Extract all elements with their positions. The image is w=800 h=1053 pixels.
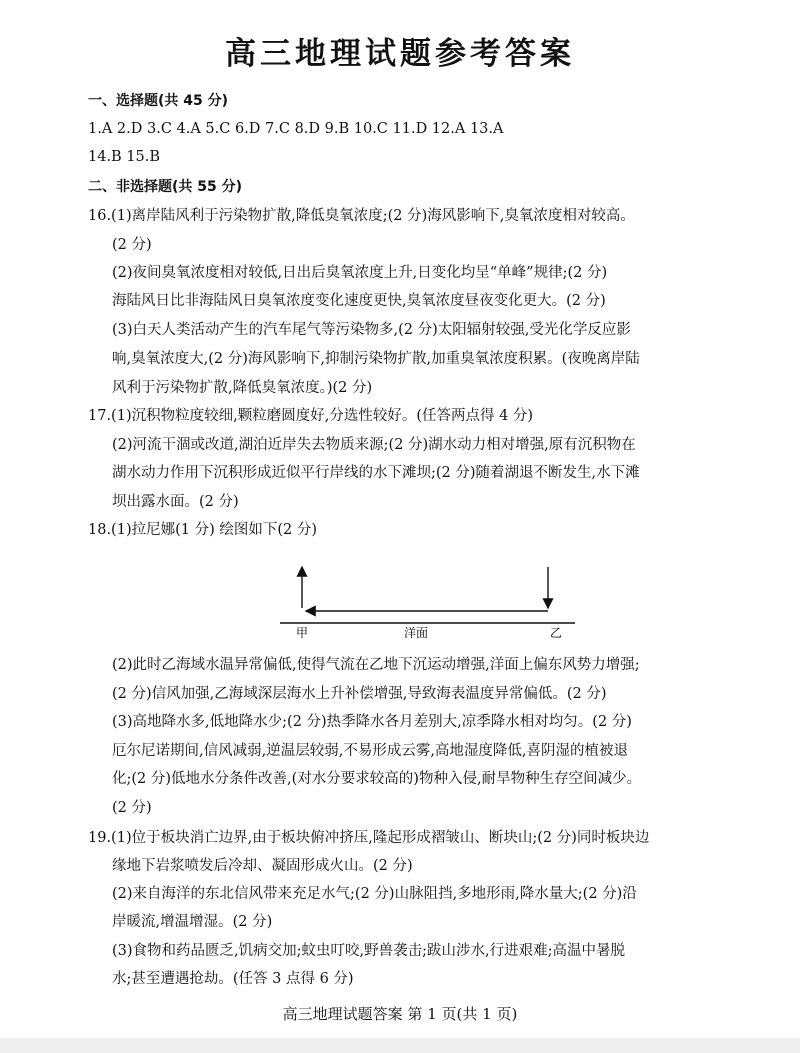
choice-answers-row-2: 14.B 15.B bbox=[88, 149, 161, 165]
viewer-bottom-bar bbox=[0, 1038, 800, 1053]
q17-line: (2)河流干涸或改道,湖泊近岸失去物质来源;(2 分)湖水动力相对增强,原有沉积物在 bbox=[112, 437, 636, 453]
q16-line: 海陆风日比非海陆风日臭氧浓度变化速度更快,臭氧浓度昼夜变化更大。(2 分) bbox=[112, 293, 606, 309]
walker-circulation-diagram bbox=[270, 555, 590, 645]
q17-line: 17.(1)沉积物粒度较细,颗粒磨圆度好,分选性较好。(任答两点得 4 分) bbox=[88, 408, 534, 424]
choice-answers-row-1: 1.A 2.D 3.C 4.A 5.C 6.D 7.C 8.D 9.B 10.C 11.D 12.A 13.A bbox=[88, 121, 504, 137]
q16-line: (2 分) bbox=[112, 237, 152, 253]
q17-line: 湖水动力作用下沉积形成近似平行岸线的水下滩坝;(2 分)随着湖退不断发生,水下滩 bbox=[112, 465, 640, 481]
q19-line: 岸暖流,增温增湿。(2 分) bbox=[112, 914, 273, 930]
q18-line: 厄尔尼诺期间,信风减弱,逆温层较弱,不易形成云雾,高地湿度降低,喜阴湿的植被退 bbox=[112, 743, 629, 759]
page-title: 高三地理试题参考答案 bbox=[225, 36, 575, 72]
q16-line: 风利于污染物扩散,降低臭氧浓度。)(2 分) bbox=[112, 380, 373, 396]
q18-line: (2 分) bbox=[112, 800, 152, 816]
q16-line: (3)白天人类活动产生的汽车尾气等污染物多,(2 分)太阳辐射较强,受光化学反应影 bbox=[112, 322, 631, 338]
q18-line: (2 分)信风加强,乙海域深层海水上升补偿增强,导致海表温度异常偏低。(2 分) bbox=[112, 686, 607, 702]
q19-line: 缘地下岩浆喷发后冷却、凝固形成火山。(2 分) bbox=[112, 858, 413, 874]
label-yi: 乙 bbox=[550, 626, 563, 640]
q18-line: 18.(1)拉尼娜(1 分) 绘图如下(2 分) bbox=[88, 522, 318, 538]
q19-line: (3)食物和药品匮乏,饥病交加;蚊虫叮咬,野兽袭击;跋山涉水,行进艰难;高温中暑脱 bbox=[112, 943, 626, 959]
label-sea-surface: 洋面 bbox=[404, 626, 429, 640]
q17-line: 坝出露水面。(2 分) bbox=[112, 494, 239, 510]
label-jia: 甲 bbox=[296, 626, 309, 640]
q19-line: 19.(1)位于板块消亡边界,由于板块俯冲挤压,隆起形成褶皱山、断块山;(2 分)同时板块边 bbox=[88, 830, 650, 846]
q19-line: 水;甚至遭遇抢劫。(任答 3 点得 6 分) bbox=[112, 971, 354, 987]
q19-line: (2)来自海洋的东北信风带来充足水气;(2 分)山脉阻挡,多地形雨,降水量大;(2 分)沿 bbox=[112, 886, 637, 902]
section-heading-nonchoice: 二、非选择题(共 55 分) bbox=[88, 179, 243, 195]
page-footer: 高三地理试题答案 第 1 页(共 1 页) bbox=[282, 1005, 518, 1023]
q18-line: (3)高地降水多,低地降水少;(2 分)热季降水各月差别大,凉季降水相对均匀。(2 分) bbox=[112, 714, 632, 730]
q16-line: 16.(1)离岸陆风利于污染物扩散,降低臭氧浓度;(2 分)海风影响下,臭氧浓度相对较高。 bbox=[88, 208, 635, 224]
q18-line: (2)此时乙海域水温异常偏低,使得气流在乙地下沉运动增强,洋面上偏东风势力增强; bbox=[112, 657, 640, 673]
q18-line: 化;(2 分)低地水分条件改善,(对水分要求较高的)物种入侵,耐旱物种生存空间减少。 bbox=[112, 771, 642, 787]
section-heading-choice: 一、选择题(共 45 分) bbox=[88, 93, 229, 109]
q16-line: (2)夜间臭氧浓度相对较低,日出后臭氧浓度上升,日变化均呈“单峰”规律;(2 分) bbox=[112, 265, 608, 281]
q16-line: 响,臭氧浓度大,(2 分)海风影响下,抑制污染物扩散,加重臭氧浓度积累。(夜晚离岸陆 bbox=[112, 351, 640, 367]
